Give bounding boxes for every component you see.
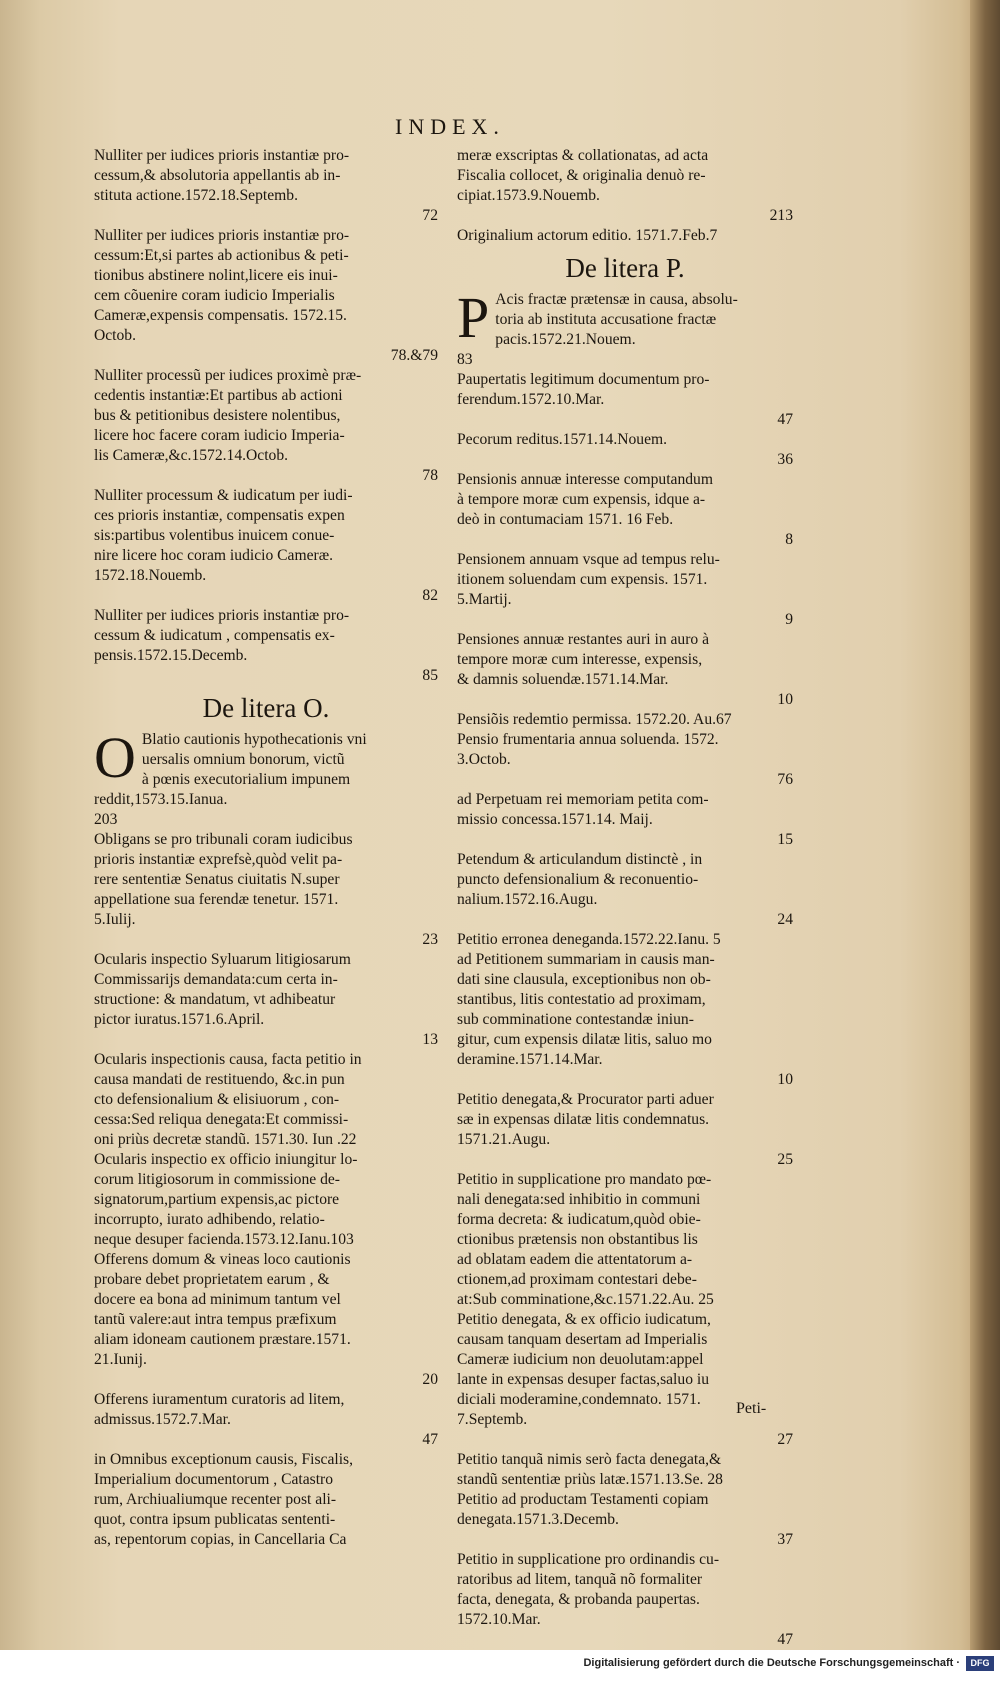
index-entry (457, 950, 793, 1090)
entry-line: Ocularis inspectionis causa, facta petitio in (94, 1051, 362, 1068)
entry-line: licere hoc facere coram iudicio Imperia- (94, 427, 345, 444)
entry-line: 5.Iulij. (94, 911, 136, 928)
index-entry (94, 486, 438, 606)
entry-line: Fiscalia collocet, & originalia denuò re- (457, 167, 706, 184)
page-reference: 25 (777, 1151, 793, 1168)
entry-line: quot, contra ipsum publicatas sententi- (94, 1511, 336, 1528)
index-entry-drop-cap (94, 725, 438, 830)
entry-line: cessum,& absolutoria appellantis ab in- (94, 167, 341, 184)
entry-line: Originalium actorum editio. 1571.7.Feb.7 (457, 227, 718, 244)
entry-line: facta, denegata, & probanda paupertas. (457, 1591, 700, 1608)
entry-line: ctionibus prætensis non obstantibus lis (457, 1231, 698, 1248)
entry-line: appellatione sua ferendæ tenetur. 1571. (94, 891, 339, 908)
entry-line: ratoribus ad litem, tanquã nõ formaliter (457, 1571, 703, 1588)
page-reference: 78.&79 (390, 347, 438, 364)
index-entry (457, 430, 793, 470)
entry-line: Ocularis inspectio ex officio iniungitur lo- (94, 1151, 358, 1168)
entry-line: 7.Septemb. (457, 1411, 528, 1428)
section-heading: De litera O. (202, 693, 330, 723)
entry-line: diciali moderamine,condemnato. 1571. (457, 1391, 701, 1408)
entry-line: Nulliter per iudices prioris instantiæ pro- (94, 147, 350, 164)
footer-bar (0, 1650, 1000, 1682)
entry-line: corum litigiosorum in commissione de- (94, 1171, 341, 1188)
entry-line: neque desuper facienda.1573.12.Ianu.103 (94, 1231, 354, 1248)
page-reference: 20 (422, 1371, 438, 1388)
index-entry (457, 850, 793, 930)
index-entry (457, 1550, 793, 1650)
index-entry (457, 550, 793, 630)
entry-line: deò in contumaciam 1571. 16 Feb. (457, 511, 674, 528)
index-entry (94, 1250, 438, 1390)
entry-line: cto defensionalium & elisiuorum , con- (94, 1091, 340, 1108)
page-reference: 15 (777, 831, 793, 848)
entry-line: reddit,1573.15.Ianua. (94, 791, 228, 808)
entry-line: pictor iuratus.1571.6.April. (94, 1011, 265, 1028)
index-entry (94, 366, 438, 486)
entry-line: toria ab instituta accusatione fractæ (495, 311, 717, 328)
entry-line: as, repentorum copias, in Cancellaria Ca (94, 1531, 347, 1548)
entry-line: 1572.10.Mar. (457, 1611, 541, 1628)
entry-line: 5.Martij. (457, 591, 512, 608)
entry-line: forma decreta: & iudicatum,quòd obie- (457, 1211, 701, 1228)
page-reference: 47 (777, 411, 793, 428)
entry-line: 3.Octob. (457, 751, 511, 768)
entry-line: ctionem,ad proximam contestari debe- (457, 1271, 697, 1288)
entry-line: sub comminatione contestandæ iniun- (457, 1011, 694, 1028)
entry-line: meræ exscriptas & collationatas, ad acta (457, 147, 709, 164)
page-reference: 24 (777, 911, 793, 928)
entry-line: causa mandati de restituendo, &c.in pun (94, 1071, 345, 1088)
entry-line: Nulliter per iudices prioris instantiæ pro- (94, 607, 350, 624)
entry-line: nalium.1572.16.Augu. (457, 891, 598, 908)
entry-line: Octob. (94, 327, 137, 344)
entry-line: aliam idoneam cautionem præstare.1571. (94, 1331, 351, 1348)
page-reference: 78 (422, 467, 438, 484)
entry-line: pacis.1572.21.Nouem. (495, 331, 636, 348)
entry-line: ad Perpetuam rei memoriam petita com- (457, 791, 709, 808)
entry-line: Petitio in supplicatione pro ordinandis cu- (457, 1551, 720, 1568)
entry-line: Commissarijs demandata:cum certa in- (94, 971, 338, 988)
entry-line: sæ in expensas dilatæ litis condemnatus. (457, 1111, 710, 1128)
entry-line: Nulliter processum & iudicatum per iudi- (94, 487, 353, 504)
entry-line: Cameræ iudicium non deuolutam:appel (457, 1351, 704, 1368)
entry-line: Pensionem annuam vsque ad tempus relu- (457, 551, 720, 568)
page-reference: 83 (457, 351, 473, 368)
index-entry (94, 1150, 438, 1250)
entry-line: Pecorum reditus.1571.14.Nouem. (457, 431, 668, 448)
entry-line: Nulliter processũ per iudices proximè præ- (94, 367, 362, 384)
entry-line: missio concessa.1571.14. Maij. (457, 811, 653, 828)
entry-line: incorrupto, iurato adhibendo, relatio- (94, 1211, 325, 1228)
entry-line: cessum & iudicatum , compensatis ex- (94, 627, 335, 644)
entry-line: stantibus, litis contestatio ad proximam, (457, 991, 706, 1008)
book-binding-edge (970, 0, 1000, 1650)
index-entry (457, 1090, 793, 1170)
index-entry (457, 1490, 793, 1550)
page-reference: 72 (422, 207, 438, 224)
entry-line: 21.Iunij. (94, 1351, 147, 1368)
entry-line: signatorum,partium expensis,ac pictore (94, 1191, 340, 1208)
catchword: Peti- (736, 1400, 767, 1417)
page-reference: 47 (422, 1431, 438, 1448)
entry-line: Obligans se pro tribunali coram iudicibus (94, 831, 353, 848)
entry-line: tempore moræ cum interesse, expensis, (457, 651, 703, 668)
page-reference: 82 (422, 587, 438, 604)
entry-line: puncto defensionalium & reconuentio- (457, 871, 699, 888)
entry-line: uersalis omnium bonorum, victũ (141, 751, 345, 768)
entry-line: tantũ valere:aut intra tempus præfixum (94, 1311, 337, 1328)
entry-line: deramine.1571.14.Mar. (457, 1051, 603, 1068)
entry-line: à pœnis executorialium impunem (141, 771, 351, 788)
page-reference: 13 (422, 1031, 438, 1048)
entry-line: Blatio cautionis hypothecationis vni (141, 731, 367, 748)
entry-line: Offerens iuramentum curatoris ad litem, (94, 1391, 345, 1408)
index-entry (457, 226, 793, 246)
entry-line: admissus.1572.7.Mar. (94, 1411, 231, 1428)
entry-line: denegata.1571.3.Decemb. (457, 1511, 619, 1528)
index-entry (457, 1170, 793, 1310)
index-entry (94, 226, 438, 366)
entry-line: 1572.18.Nouemb. (94, 567, 207, 584)
entry-line: Petitio tanquã nimis serò facta denegata,& (457, 1451, 722, 1468)
entry-line: standũ sententiæ priùs latæ.1571.13.Se. 28 (457, 1471, 723, 1488)
page-reference: 8 (785, 531, 793, 548)
page-reference: 36 (777, 451, 793, 468)
index-entry (94, 1450, 438, 1550)
entry-line: cessum:Et,si partes ab actionibus & peti- (94, 247, 349, 264)
index-entry (94, 950, 438, 1050)
footer-credit: Digitalisierung gefördert durch die Deutsche Forschungsgemeinschaft · (583, 1657, 960, 1669)
entry-line: Petitio denegata,& Procurator parti aduer (457, 1091, 714, 1108)
entry-line: structione: & mandatum, vt adhibeatur (94, 991, 336, 1008)
index-entry (457, 1310, 793, 1450)
entry-line: Offerens domum & vineas loco cautionis (94, 1251, 351, 1268)
running-head: INDEX. (395, 114, 505, 139)
index-entry (457, 630, 793, 710)
index-entry (457, 146, 793, 226)
drop-cap-initial: P (457, 285, 490, 350)
entry-line: prioris instantiæ exprefsè,quòd velit pa- (94, 851, 343, 868)
entry-line: bus & petitionibus desistere nolentibus, (94, 407, 341, 424)
page-reference: 203 (94, 811, 118, 828)
entry-line: gitur, cum expensis dilatæ litis, saluo mo (457, 1031, 712, 1048)
entry-line: itionem soluendam cum expensis. 1571. (457, 571, 708, 588)
entry-line: tionibus abstinere nolint,licere eis inui- (94, 267, 338, 284)
entry-line: rere sententiæ Senatus ciuitatis N.super (94, 871, 340, 888)
page-reference: 76 (777, 771, 793, 788)
entry-line: oni priùs decretæ standũ. 1571.30. Iun .22 (94, 1131, 357, 1148)
entry-line: ad Petitionem summariam in causis man- (457, 951, 715, 968)
section-heading: De litera P. (565, 253, 685, 283)
page-reference: 47 (777, 1631, 793, 1648)
index-entry (457, 730, 793, 790)
index-entry (457, 710, 793, 730)
index-entry (94, 146, 438, 226)
entry-line: causam tanquam desertam ad Imperialis (457, 1331, 708, 1348)
entry-line: nire licere hoc coram iudicio Cameræ. (94, 547, 334, 564)
entry-line: Ocularis inspectio Syluarum litigiosarum (94, 951, 351, 968)
dfg-logo: DFG (966, 1656, 994, 1671)
entry-line: Pensiõis redemtio permissa. 1572.20. Au.67 (457, 711, 732, 728)
index-entry (457, 790, 793, 850)
entry-line: Pensiones annuæ restantes auri in auro à (457, 631, 710, 648)
entry-line: Petitio in supplicatione pro mandato pœ- (457, 1171, 712, 1188)
entry-line: Cameræ,expensis compensatis. 1572.15. (94, 307, 347, 324)
index-entry (457, 930, 793, 950)
index-entry (457, 370, 793, 430)
page-reference: 9 (785, 611, 793, 628)
entry-line: ferendum.1572.10.Mar. (457, 391, 605, 408)
entry-line: dati sine clausula, exceptionibus non ob- (457, 971, 711, 988)
entry-line: lis Cameræ,&c.1572.14.Octob. (94, 447, 289, 464)
entry-line: at:Sub comminatione,&c.1571.22.Au. 25 (457, 1291, 714, 1308)
right-column (457, 146, 793, 1650)
entry-line: lante in expensas desuper factas,saluo iu (457, 1371, 710, 1388)
index-entry-drop-cap (457, 285, 793, 370)
index-entry (94, 1050, 438, 1150)
entry-line: Nulliter per iudices prioris instantiæ pro- (94, 227, 350, 244)
entry-line: stituta actione.1572.18.Septemb. (94, 187, 298, 204)
entry-line: rum, Archiualiumque recenter post ali- (94, 1491, 337, 1508)
entry-line: Acis fractæ prætensæ in causa, absolu- (495, 291, 738, 308)
entry-line: Petitio denegata, & ex officio iudicatum, (457, 1311, 711, 1328)
index-entry (457, 470, 793, 550)
index-entry (94, 830, 438, 950)
page-reference: 23 (422, 931, 438, 948)
entry-line: Paupertatis legitimum documentum pro- (457, 371, 710, 388)
entry-line: probare debet proprietatem earum , & (94, 1271, 330, 1288)
page-reference: 10 (777, 691, 793, 708)
entry-line: Pensionis annuæ interesse computandum (457, 471, 713, 488)
entry-line: docere ea bona ad minimum tantum vel (94, 1291, 341, 1308)
entry-line: Petendum & articulandum distinctè , in (457, 851, 703, 868)
entry-line: Pensio frumentaria annua soluenda. 1572. (457, 731, 719, 748)
entry-line: in Omnibus exceptionum causis, Fiscalis, (94, 1451, 354, 1468)
left-column (94, 146, 438, 1550)
page-reference: 10 (777, 1071, 793, 1088)
entry-line: ad oblatam eadem die attentatorum a- (457, 1251, 693, 1268)
entry-line: à tempore moræ cum expensis, idque a- (457, 491, 706, 508)
entry-line: 1571.21.Augu. (457, 1131, 551, 1148)
entry-line: cedentis instantiæ:Et partibus ab actioni (94, 387, 343, 404)
page-reference: 213 (769, 207, 793, 224)
index-entry (94, 1390, 438, 1450)
entry-line: ces prioris instantiæ, compensatis expen (94, 507, 345, 524)
entry-line: Imperialium documentorum , Catastro (94, 1471, 334, 1488)
page-reference: 85 (422, 667, 438, 684)
entry-line: Petitio erronea deneganda.1572.22.Ianu. 5 (457, 931, 721, 948)
page-reference: 37 (777, 1531, 793, 1548)
entry-line: cem cõuenire coram iudicio Imperialis (94, 287, 335, 304)
entry-line: Petitio ad productam Testamenti copiam (457, 1491, 709, 1508)
entry-line: & damnis soluendæ.1571.14.Mar. (457, 671, 669, 688)
entry-line: nali denegata:sed inhibitio in communi (457, 1191, 701, 1208)
entry-line: sis:partibus volentibus inuicem conue- (94, 527, 335, 544)
entry-line: cessa:Sed reliqua denegata:Et commissi- (94, 1111, 349, 1128)
page-reference: 27 (777, 1431, 793, 1448)
entry-line: pensis.1572.15.Decemb. (94, 647, 248, 664)
entry-line: cipiat.1573.9.Nouemb. (457, 187, 600, 204)
index-entry (94, 606, 438, 686)
drop-cap-initial: O (94, 725, 136, 790)
index-entry (457, 1450, 793, 1490)
